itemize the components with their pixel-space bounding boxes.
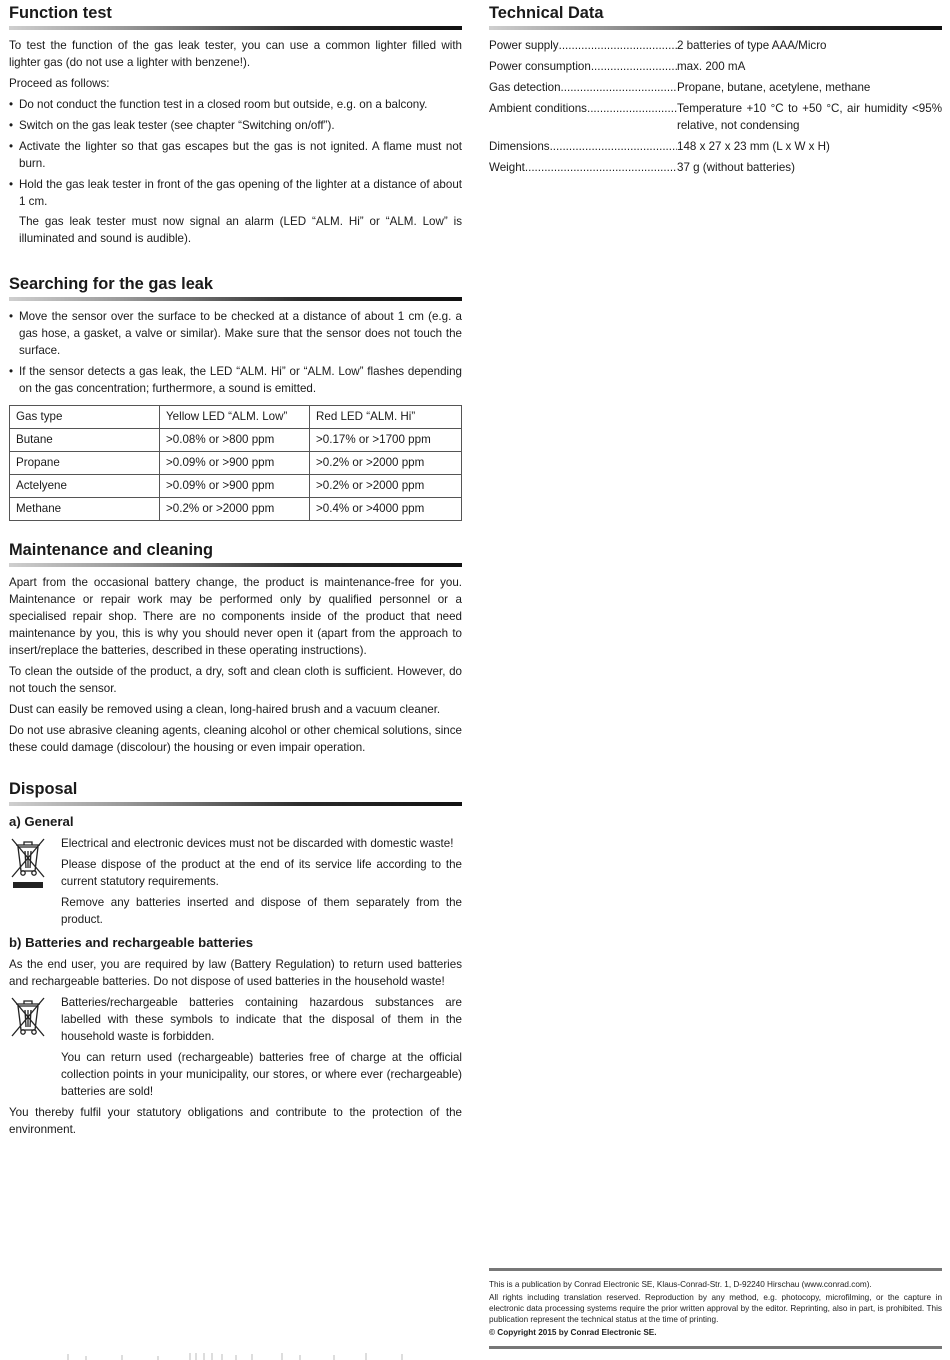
table-cell: Actelyene <box>10 475 160 498</box>
tech-row <box>489 100 942 134</box>
disposal-general-paragraph: Please dispose of the product at the end of its service life according to the current statutory requirements. <box>61 858 462 888</box>
tech-label: Power consumption <box>489 60 591 73</box>
table-cell: >0.4% or >4000 ppm <box>310 498 462 521</box>
table-cell: >0.2% or >2000 ppm <box>310 452 462 475</box>
tech-row <box>489 159 942 176</box>
list-item: • Hold the gas leak tester in front of the gas opening of the lighter at a distance of about 1 cm. <box>9 176 462 210</box>
table-row <box>10 429 462 452</box>
disposal-batteries-paragraph: You can return used (rechargeable) batteries free of charge at the official collection points in your municipality, our stores, or where ever (rechargeable) batteries are sold! <box>61 1051 462 1098</box>
function-test-intro: To test the function of the gas leak tester, you can use a common lighter filled with lighter gas (do not use a lighter with benzene!). <box>9 39 462 69</box>
function-test-result: The gas leak tester must now signal an alarm (LED “ALM. Hi” or “ALM. Low” is illuminated and sound is audible). <box>19 215 462 245</box>
table-row <box>10 452 462 475</box>
maintenance-paragraph: Dust can easily be removed using a clean, long-haired brush and a vacuum cleaner. <box>9 703 441 716</box>
right-column <box>489 0 942 180</box>
tech-value: Temperature +10 °C to +50 °C, air humidity <95% relative, not condensing <box>677 102 942 132</box>
print-marks <box>0 1352 950 1360</box>
maintenance-section <box>9 537 462 756</box>
imprint-rights: All rights including translation reserved. Reproduction by any method, e.g. photocopy, microfilming, or the capture in electronic data processing systems require the prior written approval by the editor. Reprinting, also in part, is prohibited. This publication represent the technical status at the time of printing. <box>489 1293 942 1324</box>
table-cell: >0.09% or >900 ppm <box>160 475 310 498</box>
gas-threshold-table <box>9 405 462 521</box>
disposal-closing: You thereby fulfil your statutory obligations and contribute to the protection of the environment. <box>9 1106 462 1136</box>
disposal-batteries-intro: As the end user, you are required by law (Battery Regulation) to return used batteries and rechargeable batteries. Do not dispose of used batteries in the household waste! <box>9 958 462 988</box>
maintenance-heading: Maintenance and cleaning <box>9 541 214 559</box>
table-row <box>10 498 462 521</box>
table-row <box>10 475 462 498</box>
tech-label: Dimensions <box>489 140 550 153</box>
list-item: • Do not conduct the function test in a closed room but outside, e.g. on a balcony. <box>9 96 462 113</box>
maintenance-paragraph: Do not use abrasive cleaning agents, cleaning alcohol or other chemical solutions, since these could damage (discolour) the housing or even impair operation. <box>9 724 462 754</box>
function-test-heading: Function test <box>9 4 112 22</box>
maintenance-paragraph: To clean the outside of the product, a dry, soft and clean cloth is sufficient. However, do not touch the sensor. <box>9 665 462 695</box>
imprint-line: This is a publication by Conrad Electronic SE, Klaus-Conrad-Str. 1, D-92240 Hirschau (www.conrad.com). <box>489 1280 872 1289</box>
table-cell: Methane <box>10 498 160 521</box>
tech-label: Weight <box>489 161 525 174</box>
searching-section <box>9 271 462 521</box>
heading-rule <box>9 802 462 806</box>
disposal-section <box>9 776 462 1138</box>
table-cell: >0.17% or >1700 ppm <box>310 429 462 452</box>
table-cell: >0.2% or >2000 ppm <box>160 498 310 521</box>
disposal-general-block <box>9 835 462 928</box>
table-header-row <box>10 406 462 429</box>
tech-row <box>489 37 942 54</box>
list-item: • If the sensor detects a gas leak, the LED “ALM. Hi” or “ALM. Low” flashes depending on the gas concentration; furthermore, a sound is emitted. <box>9 363 462 397</box>
table-header-cell: Red LED “ALM. Hi” <box>310 406 462 429</box>
tech-value: 148 x 27 x 23 mm (L x W x H) <box>677 140 830 153</box>
table-cell: Propane <box>10 452 160 475</box>
heading-rule <box>9 26 462 30</box>
heading-rule <box>489 26 942 30</box>
heading-rule <box>9 563 462 567</box>
disposal-batteries-heading: b) Batteries and rechargeable batteries <box>9 935 254 950</box>
tech-label: Power supply <box>489 39 559 52</box>
searching-steps <box>9 308 462 397</box>
tech-row <box>489 58 942 75</box>
tech-row <box>489 79 942 96</box>
disposal-batteries-paragraph: Batteries/rechargeable batteries containing hazardous substances are labelled with these symbols to indicate that the disposal of them in the household waste is forbidden. <box>61 996 462 1043</box>
disposal-heading: Disposal <box>9 780 78 798</box>
tech-label: Ambient conditions <box>489 102 587 115</box>
crossed-out-wheelie-bin-icon <box>9 994 49 1045</box>
technical-data-heading: Technical Data <box>489 4 604 22</box>
tech-row <box>489 138 942 155</box>
list-item: • Move the sensor over the surface to be checked at a distance of about 1 cm (e.g. a gas hose, a gasket, a valve or similar). Make sure that the sensor does not touch the surface. <box>9 308 462 359</box>
maintenance-paragraph: Apart from the occasional battery change, the product is maintenance-free for you. Maintenance or repair work may be performed only by qualified personnel or a specialised repair shop. There are no components inside of the product that need maintenance by you, this is why you should never open it (apart from the approach to insert/replace the batteries, described in these operating instructions). <box>9 576 462 657</box>
heading-rule <box>9 297 462 301</box>
table-cell: >0.2% or >2000 ppm <box>310 475 462 498</box>
searching-heading: Searching for the gas leak <box>9 275 214 293</box>
table-cell: Butane <box>10 429 160 452</box>
crossed-out-wheelie-bin-icon <box>9 835 49 896</box>
tech-value: Propane, butane, acetylene, methane <box>677 81 871 94</box>
tech-value: 2 batteries of type AAA/Micro <box>677 39 827 52</box>
list-item: • Activate the lighter so that gas escapes but the gas is not ignited. A flame must not burn. <box>9 138 462 172</box>
technical-data-section <box>489 0 942 176</box>
disposal-batteries-block <box>9 994 462 1100</box>
left-column <box>9 0 462 1142</box>
tech-value: max. 200 mA <box>677 60 746 73</box>
table-header-cell: Yellow LED “ALM. Low” <box>160 406 310 429</box>
function-test-section <box>9 0 462 247</box>
disposal-general-heading: a) General <box>9 814 74 829</box>
function-test-proceed: Proceed as follows: <box>9 77 110 90</box>
table-cell: >0.08% or >800 ppm <box>160 429 310 452</box>
table-header-cell: Gas type <box>10 406 160 429</box>
imprint-copyright: © Copyright 2015 by Conrad Electronic SE. <box>489 1328 657 1337</box>
list-item: • Switch on the gas leak tester (see chapter “Switching on/off”). <box>9 117 462 134</box>
disposal-general-paragraph: Electrical and electronic devices must not be discarded with domestic waste! <box>61 837 454 850</box>
tech-label: Gas detection <box>489 81 561 94</box>
disposal-general-paragraph: Remove any batteries inserted and dispose of them separately from the product. <box>61 896 462 926</box>
function-test-steps <box>9 96 462 210</box>
footer-rule <box>489 1346 942 1349</box>
tech-value: 37 g (without batteries) <box>677 161 795 174</box>
imprint-footer <box>489 1268 942 1340</box>
table-cell: >0.09% or >900 ppm <box>160 452 310 475</box>
